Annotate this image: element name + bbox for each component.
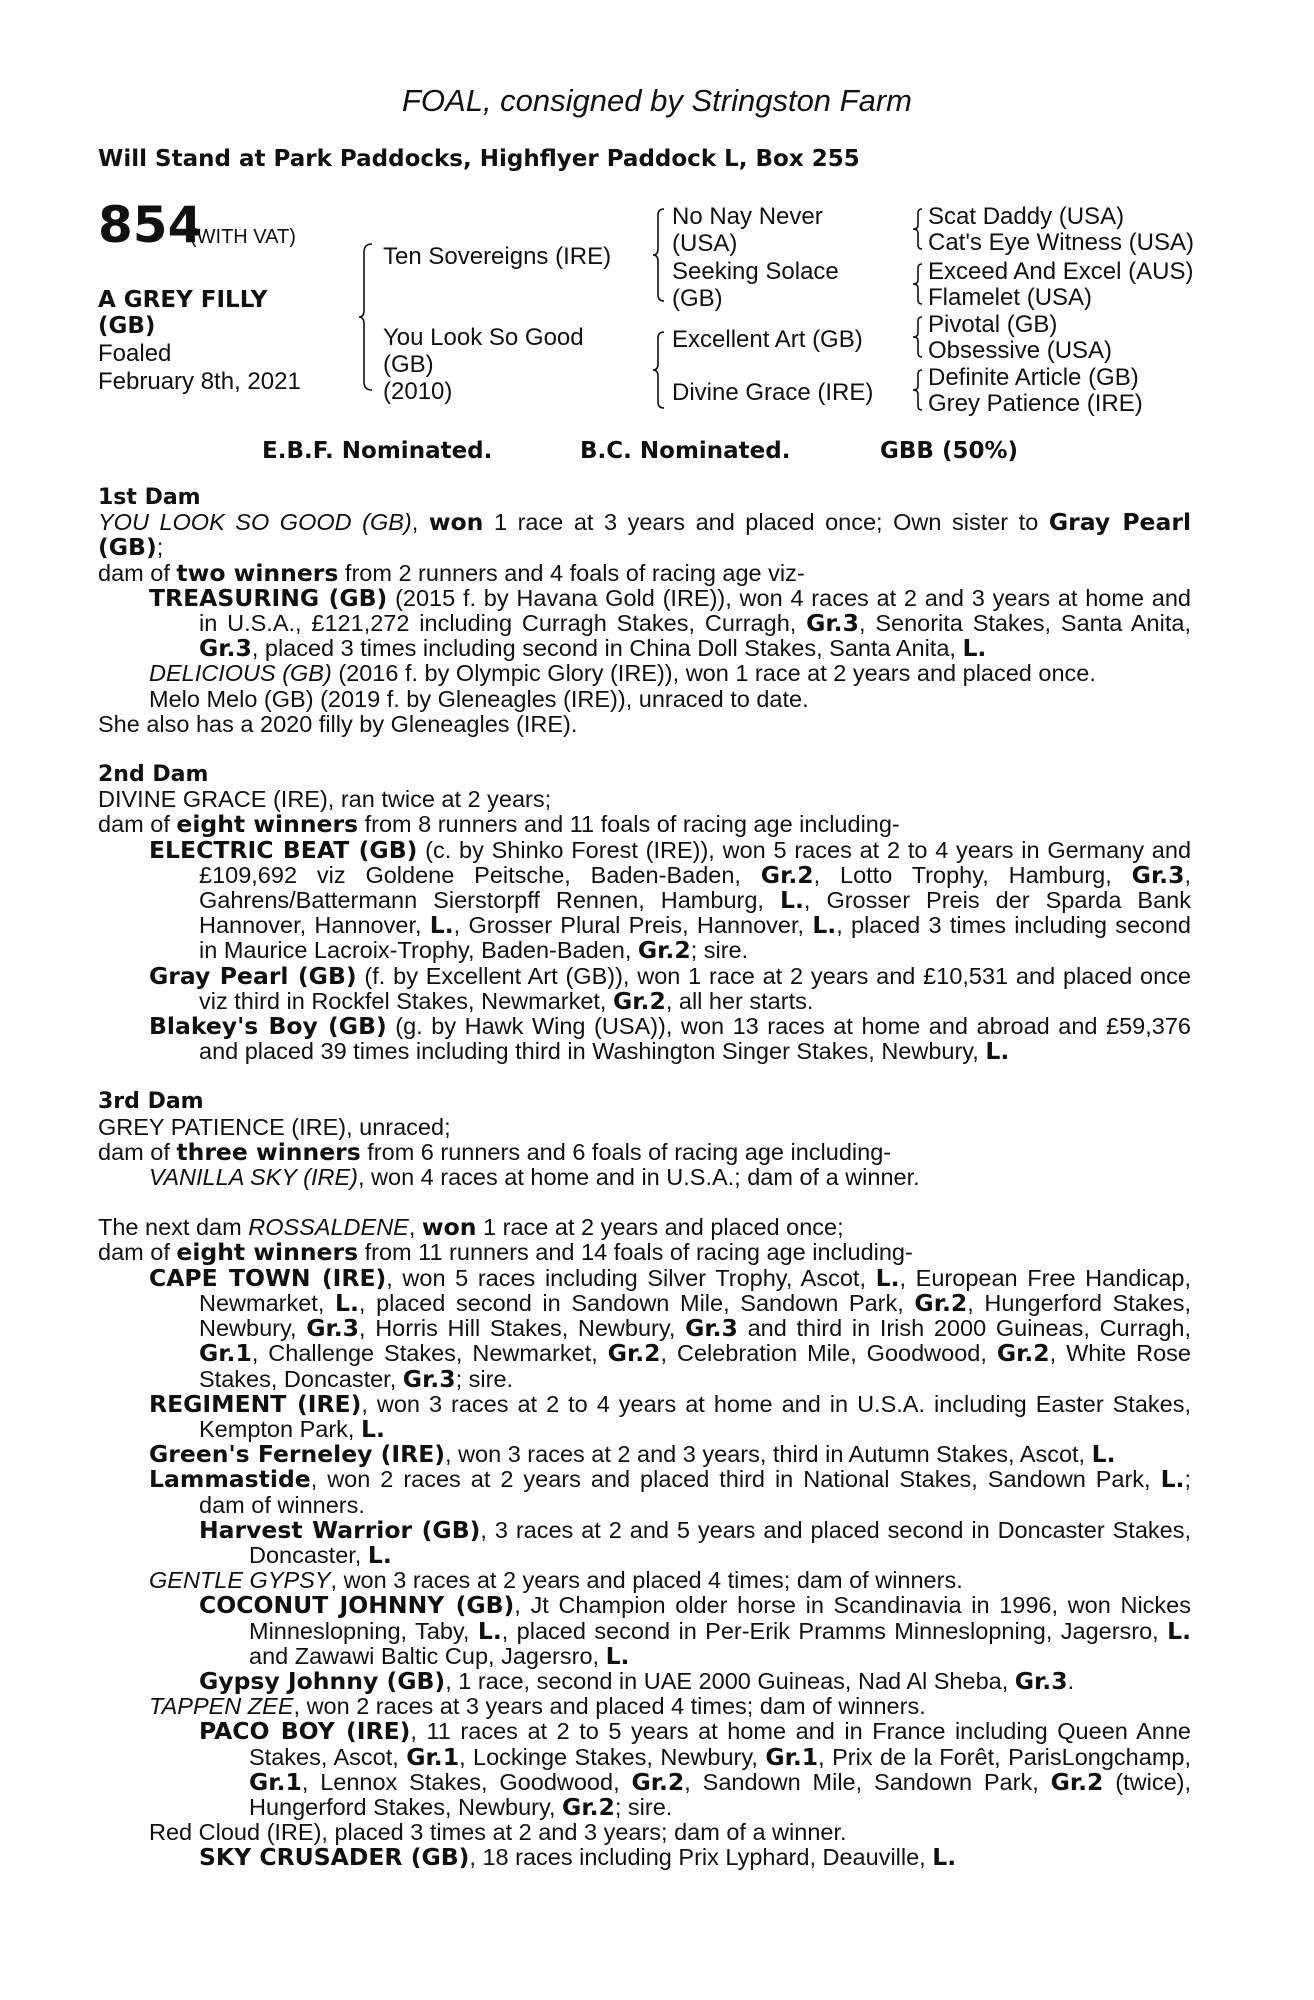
ebf-nomination: E.B.F. Nominated.: [262, 438, 493, 464]
third-dam-heading: 3rd Dam: [98, 1089, 204, 1115]
text: , White Rose Stakes, Doncaster,: [199, 1340, 1191, 1392]
catalogue-body: [98, 485, 1191, 1871]
text: , won 3 races at 2 years and placed 4 times; dam of winners.: [330, 1567, 963, 1594]
winners-count: eight winners: [176, 1238, 359, 1267]
text: and Zawawi Baltic Cup, Jagersro,: [249, 1642, 606, 1669]
sister-name: Gray Pearl (GB): [98, 508, 1191, 562]
text: dam of: [98, 1138, 177, 1165]
lot-number: 854: [98, 196, 203, 254]
text: , Grosser Preis der Sparda Bank Hannover, Hannover,: [199, 887, 1191, 939]
listed: L.: [477, 1616, 502, 1645]
progeny-entry: [98, 1593, 1191, 1669]
progeny-name: TREASURING (GB): [149, 583, 388, 612]
progeny-name: Blakey's Boy (GB): [149, 1012, 387, 1041]
winners-count: eight winners: [176, 810, 359, 839]
text: , placed 3 times including second in China Doll Stakes, Santa Anita,: [251, 635, 963, 662]
progeny-entry: [98, 1165, 1191, 1190]
grade: Gr.2: [760, 860, 814, 889]
text: , won 3 races at 2 to 4 years at home and in U.S.A. including Easter Stakes, Kempton Park,: [199, 1390, 1192, 1442]
next-dam-name: ROSSALDENE: [248, 1214, 409, 1241]
progeny-entry: [98, 1666, 1191, 1695]
text: , Lotto Trophy, Hamburg,: [813, 861, 1132, 888]
text: dam of: [98, 559, 177, 586]
pedigree-sire-sire: [672, 203, 823, 257]
grade: Gr.3: [306, 1314, 359, 1343]
pedigree-sire-dam: [672, 258, 839, 312]
pedigree-ddd: Grey Patience (IRE): [928, 390, 1143, 417]
pedigree-sdd: Flamelet (USA): [928, 284, 1093, 311]
listed: L.: [812, 911, 837, 940]
listed: L.: [335, 1288, 359, 1317]
grade: Gr.3: [1131, 860, 1185, 889]
progeny-entry: [98, 1845, 1191, 1870]
first-dam-line1: [98, 510, 1191, 560]
progeny-name: COCONUT JOHNNY (GB): [199, 1591, 515, 1620]
progeny-name: Gypsy Johnny (GB): [199, 1666, 446, 1695]
text: from 2 runners and 4 foals of racing age viz-: [338, 559, 805, 586]
text: (f. by Excellent Art (GB)), won 1 race at 2 years and £10,531 and placed once viz third in Rockfel Stakes, Newmarket,: [199, 962, 1191, 1014]
text: , Celebration Mile, Goodwood,: [660, 1340, 997, 1367]
second-dam-heading: 2nd Dam: [98, 762, 209, 788]
text: , Hungerford Stakes, Newbury,: [199, 1289, 1192, 1342]
gbb-label: GBB (50%): [880, 438, 1019, 464]
text: , placed second in Per-Erik Pramms Minneslopning, Jagersro,: [501, 1617, 1168, 1644]
pedigree-dds: Definite Article (GB): [928, 364, 1139, 391]
text: ; sire.: [614, 1793, 673, 1820]
progeny-entry: [98, 661, 1191, 686]
progeny-entry: [98, 1263, 1192, 1393]
grade: Gr.2: [613, 986, 666, 1015]
text: , 1 race, second in UAE 2000 Guineas, Nad Al Sheba,: [445, 1667, 1015, 1694]
progeny-entry: [98, 1568, 1191, 1593]
third-dam-line1: GREY PATIENCE (IRE), unraced;: [98, 1113, 451, 1140]
pedigree-ssd: Cat's Eye Witness (USA): [928, 229, 1194, 256]
listed: L.: [779, 886, 804, 915]
pedigree-brace-g2: [912, 262, 924, 306]
grade: Gr.2: [914, 1288, 968, 1317]
pedigree-dam-line3: (2010): [383, 378, 453, 405]
pedigree-brace-sire: [652, 207, 666, 303]
pedigree-sd-line1: Seeking Solace: [672, 258, 839, 285]
listed: L.: [875, 1263, 900, 1292]
text: 1 race at 2 years and placed once;: [476, 1214, 844, 1241]
progeny-name: CAPE TOWN (IRE): [149, 1263, 387, 1292]
text: ; sire.: [690, 937, 749, 964]
listed: L.: [1160, 1465, 1185, 1494]
text: ; sire.: [455, 1365, 514, 1392]
lot-sex-line: A GREY FILLY: [98, 287, 268, 313]
text: , 3 races at 2 and 5 years and placed second in Doncaster Stakes, Doncaster,: [249, 1516, 1191, 1568]
listed: L.: [1091, 1440, 1116, 1469]
lot-description: [98, 287, 267, 339]
winners-count: three winners: [176, 1137, 361, 1166]
listed: L.: [367, 1540, 392, 1569]
progeny-name: REGIMENT (IRE): [149, 1389, 362, 1418]
text: , placed second in Sandown Mile, Sandown Park,: [358, 1289, 915, 1316]
grade: Gr.1: [249, 1767, 302, 1796]
pedigree-ss-line2: (USA): [672, 230, 738, 257]
text: , won 5 races including Silver Trophy, Ascot,: [386, 1264, 876, 1291]
text: and third in Irish 2000 Guineas, Curragh,: [737, 1315, 1192, 1342]
text: ; dam of winners.: [199, 1466, 1191, 1518]
progeny-name: Harvest Warrior (GB): [199, 1515, 481, 1544]
text: (2015 f. by Havana Gold (IRE)), won 4 races at 2 and 3 years at home and in U.S.A., £121,272 including Curragh Stakes, Curragh,: [199, 584, 1192, 637]
text: 1 race at 3 years and placed once; Own sister to: [483, 509, 1049, 536]
text: , Jt Champion older horse in Scandinavia in 1996, won Nickes Minneslopning, Taby,: [249, 1592, 1191, 1644]
progeny-entry: [98, 583, 1192, 663]
progeny-name: Green's Ferneley (IRE): [149, 1440, 446, 1469]
text: .: [1067, 1667, 1075, 1694]
won-label: won: [428, 508, 484, 537]
progeny-entry: [98, 961, 1191, 1015]
next-dam-line2: [98, 1240, 1191, 1265]
text: , European Free Handicap, Newmarket,: [199, 1264, 1191, 1316]
listed: L.: [985, 1037, 1010, 1066]
pedigree-sss: Scat Daddy (USA): [928, 203, 1125, 230]
grade: Gr.3: [806, 609, 859, 638]
pedigree-dam: [383, 324, 584, 405]
text: (twice), Hungerford Stakes, Newbury,: [249, 1768, 1191, 1820]
foaled-info: [98, 340, 301, 396]
progeny-name: VANILLA SKY (IRE): [149, 1164, 358, 1191]
text: , Prix de la Forêt, ParisLongchamp,: [818, 1743, 1191, 1770]
pedigree-brace-g4: [912, 368, 924, 412]
text: , Gahrens/Battermann Sierstorpff Rennen, Hamburg,: [199, 861, 1191, 914]
grade: Gr.2: [996, 1339, 1050, 1368]
pedigree-sds: Exceed And Excel (AUS): [928, 258, 1194, 285]
listed: L.: [962, 634, 987, 663]
text: from 8 runners and 11 foals of racing age including-: [358, 811, 900, 838]
text: , Lennox Stakes, Goodwood,: [301, 1768, 632, 1795]
text: , Senorita Stakes, Santa Anita,: [858, 610, 1191, 637]
text: , won 4 races at home and in U.S.A.; dam of a winner.: [357, 1164, 920, 1191]
grade: Gr.2: [562, 1792, 615, 1821]
listed: L.: [360, 1414, 385, 1443]
pedigree-brace-g3: [912, 315, 924, 359]
grade: Gr.2: [607, 1339, 661, 1368]
progeny-name: Gray Pearl (GB): [149, 961, 357, 990]
pedigree-dsd: Obsessive (USA): [928, 337, 1113, 364]
listed: L.: [605, 1641, 630, 1670]
text: , Horris Hill Stakes, Newbury,: [359, 1315, 686, 1342]
progeny-entry: [98, 1515, 1191, 1569]
text: , all her starts.: [665, 987, 814, 1014]
grade: Gr.3: [199, 634, 252, 663]
grade: Gr.3: [685, 1314, 738, 1343]
progeny-entry: Red Cloud (IRE), placed 3 times at 2 and 3 years; dam of a winner.: [149, 1819, 847, 1846]
progeny-entry: [98, 1389, 1192, 1443]
vat-label: (WITH VAT): [190, 226, 296, 248]
text: (g. by Hawk Wing (USA)), won 13 races at home and abroad and £59,376 and placed 39 times including third in Washington Singer Stakes, Newbury,: [199, 1013, 1191, 1065]
text: , won 3 races at 2 and 3 years, third in Autumn Stakes, Ascot,: [445, 1441, 1092, 1468]
text: (2016 f. by Olympic Glory (IRE)), won 1 race at 2 years and placed once.: [331, 660, 1096, 687]
text: , Challenge Stakes, Newmarket,: [251, 1340, 608, 1367]
text: , Lockinge Stakes, Newbury,: [459, 1743, 766, 1770]
first-dam-note: She also has a 2020 filly by Gleneagles (IRE).: [98, 710, 578, 737]
progeny-name: TAPPEN ZEE: [149, 1693, 294, 1720]
text: , 18 races including Prix Lyphard, Deauville,: [469, 1844, 933, 1871]
foaled-label: Foaled: [98, 340, 172, 367]
first-dam-heading: 1st Dam: [98, 485, 201, 510]
progeny-entry: [98, 1442, 1191, 1467]
first-dam-name: YOU LOOK SO GOOD (GB): [98, 509, 412, 536]
bc-nomination: B.C. Nominated.: [580, 438, 791, 464]
text: , won 2 races at 2 years and placed third in National Stakes, Sandown Park,: [310, 1466, 1161, 1493]
pedigree-dam-sire: Excellent Art (GB): [672, 326, 863, 353]
listed: L.: [429, 911, 454, 940]
second-dam-line1: DIVINE GRACE (IRE), ran twice at 2 years;: [98, 786, 552, 813]
progeny-entry: [98, 835, 1192, 965]
progeny-name: Lammastide: [149, 1465, 311, 1494]
progeny-name: GENTLE GYPSY: [149, 1567, 331, 1594]
text: from 6 runners and 6 foals of racing age including-: [360, 1138, 892, 1165]
text: dam of: [98, 811, 177, 838]
pedigree-sire: Ten Sovereigns (IRE): [383, 243, 612, 270]
text: dam of: [98, 1239, 177, 1266]
progeny-entry: [98, 1014, 1191, 1064]
pedigree-brace-g1: [912, 207, 924, 251]
grade: Gr.1: [765, 1742, 819, 1771]
first-dam-line2: [98, 558, 1191, 587]
progeny-name: PACO BOY (IRE): [199, 1717, 411, 1746]
text: (c. by Shinko Forest (IRE)), won 5 races at 2 to 4 years in Germany and £109,692 viz Goldene Peitsche, Baden-Baden,: [199, 836, 1192, 888]
grade: Gr.3: [1014, 1666, 1068, 1695]
progeny-name: DELICIOUS (GB): [149, 660, 332, 687]
text: The next dam: [98, 1214, 249, 1241]
grade: Gr.2: [631, 1767, 685, 1796]
pedigree-dam-line1: You Look So Good: [383, 324, 584, 351]
text: ,: [411, 509, 429, 536]
grade: Gr.1: [406, 1742, 460, 1771]
stand-location: Will Stand at Park Paddocks, Highflyer Paddock L, Box 255: [98, 146, 860, 172]
third-dam-line2: [98, 1137, 1191, 1166]
progeny-entry: [98, 1694, 1191, 1719]
progeny-name: ELECTRIC BEAT (GB): [149, 835, 418, 864]
pedigree-sd-line2: (GB): [672, 285, 723, 312]
text: , 11 races at 2 to 5 years at home and in France including Queen Anne Stakes, Ascot,: [249, 1718, 1191, 1770]
next-dam-line1: [98, 1215, 1191, 1240]
pedigree-dam-line2: (GB): [383, 351, 434, 378]
progeny-entry: [98, 1467, 1191, 1517]
progeny-entry: Melo Melo (GB) (2019 f. by Gleneagles (IRE)), unraced to date.: [149, 685, 809, 712]
listed: L.: [1167, 1616, 1191, 1645]
pedigree-dam-dam: Divine Grace (IRE): [672, 379, 874, 406]
grade: Gr.2: [637, 936, 691, 965]
foaled-date: February 8th, 2021: [98, 368, 301, 395]
progeny-name: SKY CRUSADER (GB): [199, 1843, 470, 1872]
text: , placed 3 times including second in Maurice Lacroix-Trophy, Baden-Baden,: [199, 912, 1192, 964]
text: ;: [156, 534, 164, 561]
lot-country-line: (GB): [98, 313, 156, 339]
text: , won 2 races at 3 years and placed 4 times; dam of winners.: [293, 1693, 926, 1720]
text: , Sandown Mile, Sandown Park,: [684, 1768, 1051, 1795]
progeny-entry: [98, 1719, 1191, 1820]
pedigree-brace-dam: [652, 330, 666, 410]
second-dam-line2: [98, 812, 1191, 837]
grade: Gr.3: [402, 1364, 456, 1393]
text: ,: [408, 1214, 422, 1241]
grade: Gr.2: [1050, 1767, 1104, 1796]
page-title: FOAL, consigned by Stringston Farm: [401, 83, 912, 118]
grade: Gr.1: [199, 1339, 252, 1368]
winners-count: two winners: [176, 558, 339, 587]
pedigree-dss: Pivotal (GB): [928, 311, 1058, 338]
pedigree-ss-line1: No Nay Never: [672, 203, 823, 230]
pedigree-brace-main: [358, 242, 374, 392]
text: , Grosser Plural Preis, Hannover,: [453, 912, 813, 939]
listed: L.: [932, 1843, 957, 1872]
text: from 11 runners and 14 foals of racing age including-: [358, 1239, 913, 1266]
won-label: won: [421, 1213, 477, 1242]
